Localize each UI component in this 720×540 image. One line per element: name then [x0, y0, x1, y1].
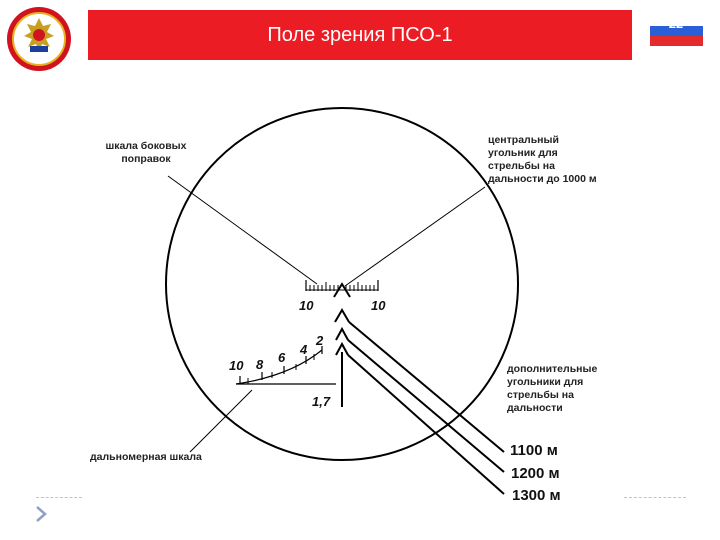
- slide-number: 22: [669, 16, 684, 31]
- additional-chevron-1200: [336, 329, 348, 340]
- range-baseline-label: 1,7: [312, 394, 331, 409]
- additional-chevron-1100: [335, 310, 349, 322]
- footer-divider-right: [624, 497, 686, 498]
- distance-1300-label: 1300 м: [512, 487, 561, 504]
- leader-central-chevron: [345, 187, 485, 286]
- range-mark-10: 10: [229, 358, 244, 373]
- leader-rangefinder-scale: [190, 390, 252, 452]
- rangefinder-scale: [236, 346, 336, 384]
- additional-chevrons-caption: дополнительные угольники для стрельбы на дальности: [507, 363, 598, 414]
- distance-1100-label: 1100 м: [510, 442, 558, 459]
- leader-distance-1100: [349, 322, 504, 452]
- range-mark-8: 8: [256, 357, 264, 372]
- lateral-scale-left-label: 10: [299, 298, 314, 313]
- leader-distance-1300: [348, 355, 504, 494]
- range-mark-4: 4: [300, 342, 308, 357]
- leader-distance-1200: [348, 340, 504, 472]
- footer-divider-left: [36, 497, 82, 498]
- leader-lateral-scale: [168, 176, 317, 284]
- lateral-scale-caption: шкала боковых поправок: [105, 140, 187, 165]
- range-mark-2: 2: [316, 333, 324, 348]
- rangefinder-scale-caption: дальномерная шкала: [90, 451, 202, 463]
- chevron-left-icon[interactable]: [33, 505, 47, 523]
- page-title: Поле зрения ПСО-1: [267, 23, 453, 46]
- lateral-scale-right-label: 10: [371, 298, 386, 313]
- range-mark-6: 6: [278, 350, 286, 365]
- central-chevron-caption: центральный угольник для стрельбы на дальности до 1000 м: [488, 134, 597, 185]
- distance-1200-label: 1200 м: [511, 465, 560, 482]
